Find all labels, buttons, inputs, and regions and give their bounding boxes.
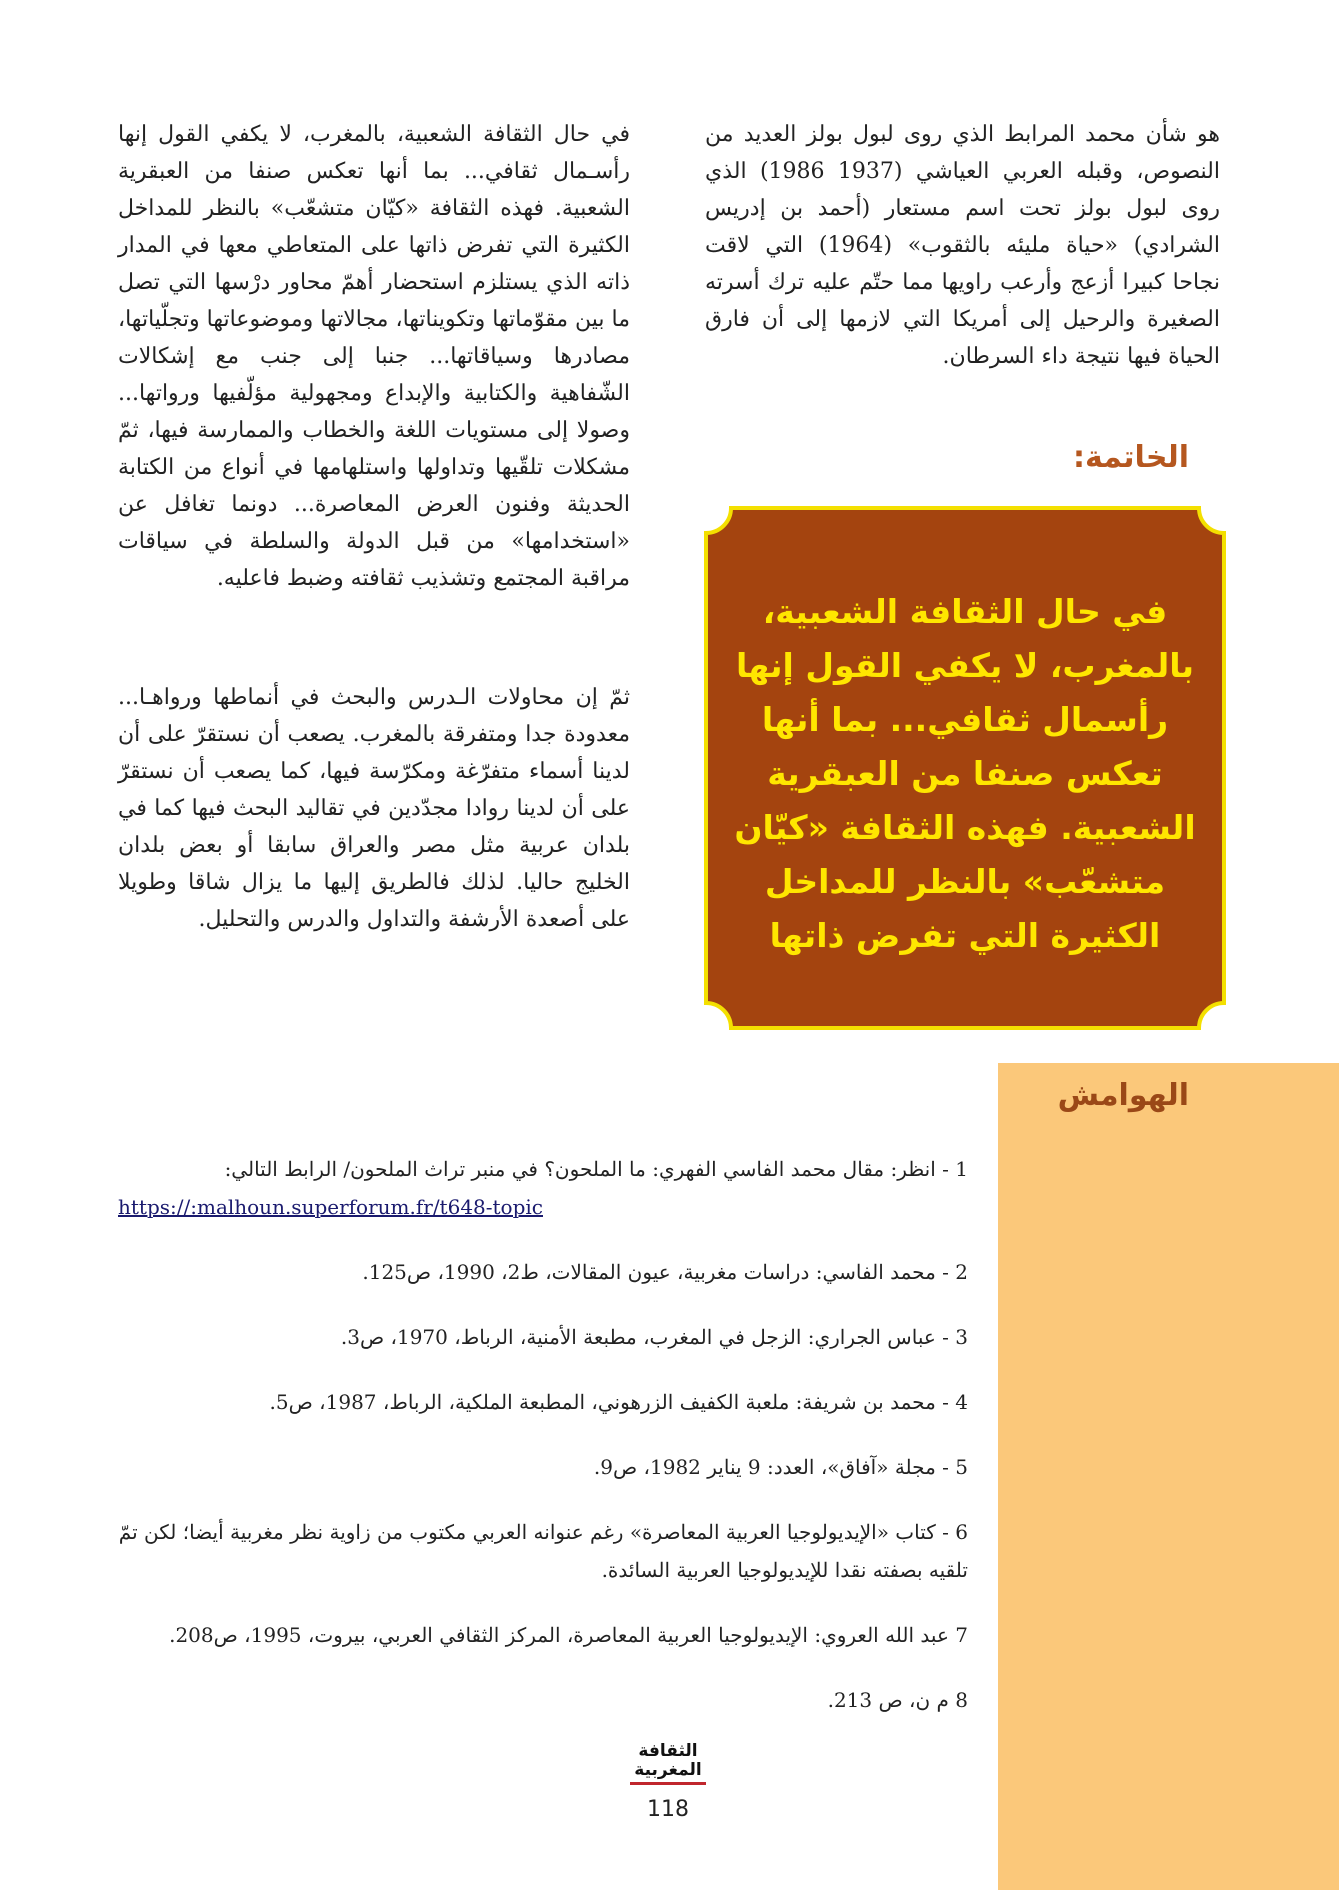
footnote-1-text: 1 - انظر: مقال محمد الفاسي الفهري: ما الملحون؟ في منبر تراث الملحون/ الرابط التالي: bbox=[224, 1157, 968, 1181]
footnote-1 bbox=[118, 1150, 968, 1226]
page-number: 118 bbox=[647, 1797, 689, 1822]
footnotes-list bbox=[118, 1150, 968, 1746]
logo-line-1: الثقافة bbox=[638, 1741, 698, 1761]
footnote-1-link[interactable]: https://:malhoun.superforum.fr/t648-topic bbox=[118, 1195, 543, 1219]
footnote-6: 6 - كتاب «الإيديولوجيا العربية المعاصرة» رغم عنوانه العربي مكتوب من زاوية نظر مغربية أيضا؛ لكن تمّ تلقيه بصفته نقدا للإيديولوجيا العربية السائدة. bbox=[118, 1520, 968, 1582]
footnotes-side-panel bbox=[998, 1063, 1339, 1890]
pull-quote-text: في حال الثقافة الشعبية، بالمغرب، لا يكفي القول إنها رأسمال ثقافي... بما أنها تعكس صنفا من العبقرية الشعبية. فهذه الثقافة «كيّان متشعّب» بالنظر للمداخل الكثيرة التي تفرض ذاتها bbox=[734, 592, 1196, 955]
footnote-3: 3 - عباس الجراري: الزجل في المغرب، مطبعة الأمنية، الرباط، 1970، ص3. bbox=[340, 1325, 968, 1349]
logo-underline bbox=[630, 1782, 706, 1785]
left-column-paragraph-1: في حال الثقافة الشعبية، بالمغرب، لا يكفي القول إنها رأسـمال ثقافي... بما أنها تعكس صنفا من العبقرية الشعبية. فهذه الثقافة «كيّان متشعّب» بالنظر للمداخل الكثيرة التي تفرض ذاتها على المتعاطي معها في المدار ذاته الذي يستلزم استحضار أهمّ محاور درْسها التي تصل ما بين مقوّماتها وتكويناتها، مجالاتها وموضوعاتها وتجلّياتها، مصادرها وسياقاتها... جنبا إلى جنب مع إشكالات الشّفاهية والكتابية والإبداع ومجهولية مؤلّفيها ورواتها... وصولا إلى مستويات اللغة والخطاب والممارسة فيها، ثمّ مشكلات تلقّيها وتداولها واستلهامها في أنواع من الكتابة الحديثة وفنون العرض المعاصرة... دونما تغافل عن «استخدامها» من قبل الدولة والسلطة في سياقات مراقبة المجتمع وتشذيب ثقافته وضبط فاعليه. bbox=[118, 122, 630, 591]
footnote-4: 4 - محمد بن شريفة: ملعبة الكفيف الزرهوني، المطبعة الملكية، الرباط، 1987، ص5. bbox=[269, 1390, 968, 1414]
right-column-paragraph: هو شأن محمد المرابط الذي روى لبول بولز العديد من النصوص، وقبله العربي العياشي (1937 1986) الذي روى لبول بولز تحت اسم مستعار (أحمد بن إدريس الشرادي) «حياة مليئه بالثقوب» (1964) التي لاقت نجاحا كبيرا أزعج وأرعب راويها مما حتّم عليه ترك أسرته الصغيرة والرحيل إلى أمريكا التي لازمها إلى أن فارق الحياة فيها نتيجة داء السرطان. bbox=[705, 122, 1220, 369]
left-column-paragraph-2: ثمّ إن محاولات الـدرس والبحث في أنماطها ورواهـا... معدودة جدا ومتفرقة بالمغرب. يصعب أن نستقرّ على أن لدينا أسماء متفرّغة ومكرّسة فيها، كما يصعب أن نستقرّ على أن لدينا روادا مجدّدين في تقاليد البحث فيها كما في بلدان عربية مثل مصر والعراق سابقا أو بعض بلدان الخليج حاليا. لذلك فالطريق إليها ما يزال شاقا وطويلا على أصعدة الأرشفة والتداول والدرس والتحليل. bbox=[118, 685, 630, 932]
footnote-7: 7 عبد الله العروي: الإيديولوجيا العربية المعاصرة، المركز الثقافي العربي، بيروت، 1995، ص208. bbox=[169, 1623, 968, 1647]
footnote-2: 2 - محمد الفاسي: دراسات مغربية، عيون المقالات، ط2، 1990، ص125. bbox=[362, 1260, 968, 1284]
magazine-logo bbox=[630, 1742, 706, 1785]
conclusion-heading: الخاتمة: bbox=[1072, 440, 1189, 475]
footnote-8: 8 م ن، ص 213. bbox=[827, 1688, 968, 1712]
pull-quote-box bbox=[703, 505, 1227, 1031]
footnote-5: 5 - مجلة «آفاق»، العدد: 9 يناير 1982، ص9. bbox=[593, 1455, 968, 1479]
logo-line-2: المغربية bbox=[634, 1760, 702, 1780]
footnotes-heading: الهوامش bbox=[1057, 1078, 1189, 1113]
